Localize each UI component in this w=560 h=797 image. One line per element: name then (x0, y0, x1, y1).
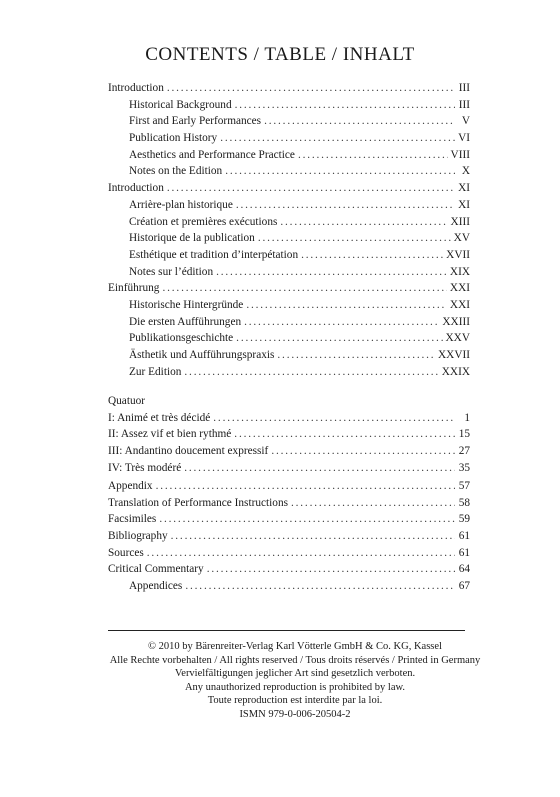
toc-entry-label: Die ersten Aufführungen (129, 315, 242, 328)
toc-entry (108, 460, 470, 477)
toc-entry-label: Historical Background (129, 98, 232, 111)
dot-leader (246, 297, 447, 314)
toc-entry-page: 64 (458, 563, 470, 576)
page-title: CONTENTS / TABLE / INHALT (145, 44, 415, 65)
dot-leader (236, 330, 442, 347)
toc-entry-label: Bibliography (108, 530, 168, 543)
toc-entry (108, 180, 470, 197)
dot-leader (147, 545, 455, 562)
dot-leader (271, 443, 455, 460)
dot-leader (207, 561, 455, 578)
imprint-block (0, 640, 560, 722)
dot-leader (277, 347, 435, 364)
toc-entry (108, 147, 470, 164)
toc-entry-label: Historische Hintergründe (129, 298, 244, 311)
toc-entry (108, 113, 470, 130)
toc-entry (108, 545, 470, 562)
toc-entry (108, 264, 470, 281)
toc-entry (108, 528, 470, 545)
toc-entry-page: XIX (449, 265, 470, 278)
dot-leader (162, 280, 446, 297)
toc-entry-label: Publication History (129, 132, 218, 145)
toc-entry (108, 197, 470, 214)
toc-entry-page: XVII (446, 248, 470, 261)
dot-leader (291, 495, 455, 512)
toc-entry (108, 247, 470, 264)
toc-entry (108, 97, 470, 114)
toc-entry-label: Arrière-plan historique (129, 198, 233, 211)
toc-entry-label: Einführung (108, 282, 160, 295)
toc-entry (108, 495, 470, 512)
toc-entry-label: II: Assez vif et bien rythmé (108, 428, 232, 441)
toc-entry-page: XI (458, 182, 470, 195)
dot-leader (167, 180, 455, 197)
toc-entry-label: Publikationsgeschichte (129, 332, 234, 345)
toc-entry-page: 15 (458, 428, 470, 441)
toc-entry-page: 61 (458, 530, 470, 543)
work-heading: Quatuor (108, 395, 146, 407)
toc-entry-label: Sources (108, 546, 144, 559)
dot-leader (225, 163, 455, 180)
toc-entry-label: Aesthetics and Performance Practice (129, 148, 295, 161)
dot-leader (216, 264, 447, 281)
toc-entry-page: XXI (449, 298, 470, 311)
toc-entry-page: X (461, 165, 470, 178)
toc-entry-label: Notes sur l’édition (129, 265, 214, 278)
dot-leader (156, 478, 455, 495)
toc-entry-page: XV (453, 232, 470, 245)
dot-leader (236, 197, 455, 214)
dot-leader (264, 113, 455, 130)
dot-leader (280, 214, 447, 231)
toc-entry-label: First and Early Performances (129, 115, 262, 128)
dot-leader (220, 130, 455, 147)
toc-entry-page: 1 (464, 411, 470, 424)
toc-entry-label: Esthétique et tradition d’interpétation (129, 248, 299, 261)
toc-entry-page: 58 (458, 496, 470, 509)
imprint-line: Vervielfältigungen jeglicher Art sind gesetzlich verboten. (174, 668, 416, 680)
toc-entry (108, 478, 470, 495)
toc-entry-label: Introduction (108, 82, 164, 94)
toc-entry (108, 230, 470, 247)
imprint-line: ISMN 979-0-006-20504-2 (239, 708, 351, 720)
imprint-line: Alle Rechte vorbehalten / All rights reserved / Tous droits réservés / Printed in Germany (109, 654, 481, 666)
toc-entry-label: Introduction (108, 182, 164, 195)
toc-entry (108, 280, 470, 297)
toc-entry-page: V (461, 115, 470, 128)
dot-leader (298, 147, 448, 164)
toc-work-section (108, 393, 470, 476)
toc-entry-page: VI (458, 132, 470, 145)
toc-entry-page: XXI (449, 282, 470, 295)
toc-entry-label: Notes on the Edition (129, 165, 223, 178)
dot-leader (213, 410, 455, 427)
dot-leader (301, 247, 443, 264)
imprint-line: © 2010 by Bärenreiter-Verlag Karl Vötterle GmbH & Co. KG, Kassel (148, 641, 442, 652)
toc-entry-page: XIII (450, 215, 470, 228)
toc-entry-label: Historique de la publication (129, 232, 255, 245)
toc-entry (108, 130, 470, 147)
toc-entry-label: Appendix (108, 480, 153, 492)
toc-entry-page: XXV (445, 332, 470, 345)
toc-entry-label: Critical Commentary (108, 563, 204, 576)
toc-entry-label: Appendices (129, 580, 183, 593)
toc-entry (108, 347, 470, 364)
toc-entry (108, 163, 470, 180)
toc-entry (108, 426, 470, 443)
dot-leader (184, 460, 455, 477)
toc-entry (108, 364, 470, 381)
toc-entry (108, 443, 470, 460)
toc-entry-page: 61 (458, 546, 470, 559)
dot-leader (234, 426, 455, 443)
toc-entry-page: XXIX (441, 365, 470, 378)
toc-entry-label: Translation of Performance Instructions (108, 496, 288, 509)
toc-entry-page: 35 (458, 461, 470, 474)
toc-entry-label: Facsimiles (108, 513, 157, 526)
dot-leader (244, 314, 439, 331)
toc-entry-page: 57 (458, 480, 470, 492)
toc-entry-label: IV: Très modéré (108, 461, 182, 474)
toc-entry (108, 214, 470, 231)
dot-leader (235, 97, 455, 114)
dot-leader (184, 364, 438, 381)
dot-leader (159, 511, 455, 528)
toc-entry-page: 59 (458, 513, 470, 526)
toc-entry-page: III (458, 98, 470, 111)
toc-entry (108, 578, 470, 595)
toc-entry-page: VIII (450, 148, 470, 161)
toc-entry (108, 511, 470, 528)
toc-prelims-section (108, 80, 470, 380)
toc-entry-page: XXVII (438, 349, 470, 361)
toc-entry (108, 80, 470, 97)
dot-leader (258, 230, 451, 247)
toc-entry-page: XI (458, 198, 470, 211)
movement-list (108, 410, 470, 477)
toc-entry-page: 67 (458, 580, 470, 593)
toc-entry-label: I: Animé et très décidé (108, 411, 211, 424)
imprint-line: Toute reproduction est interdite par la loi. (207, 695, 383, 707)
toc-entry-label: Ästhetik und Aufführungspraxis (129, 349, 275, 361)
toc-entry-page: 27 (458, 445, 470, 458)
toc-entry-label: III: Andantino doucement expressif (108, 445, 269, 458)
toc-entry-label: Création et premières exécutions (129, 215, 278, 228)
toc-appendix-section (108, 478, 470, 595)
toc-entry-page: III (458, 82, 470, 94)
toc-entry (108, 330, 470, 347)
dot-leader (185, 578, 455, 595)
dot-leader (171, 528, 455, 545)
toc-entry (108, 561, 470, 578)
toc-entry (108, 297, 470, 314)
toc-entry-label: Zur Edition (129, 365, 182, 378)
toc-entry (108, 410, 470, 427)
toc-entry-page: XXIII (442, 315, 470, 328)
imprint-line: Any unauthorized reproduction is prohibited by law. (184, 681, 406, 693)
toc-entry (108, 314, 470, 331)
dot-leader (167, 80, 455, 97)
divider-rule (108, 630, 465, 631)
